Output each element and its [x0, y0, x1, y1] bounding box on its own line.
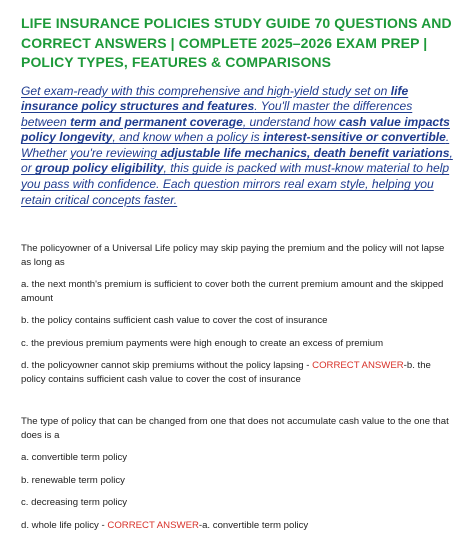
intro-emphasis: life insurance policy structures and features [21, 83, 409, 114]
correct-answer-text: -a. convertible term policy [198, 519, 309, 531]
question-block-2 [21, 415, 456, 532]
answer-option-a: a. convertible term policy [21, 452, 128, 464]
intro-emphasis: group policy eligibility [35, 161, 164, 176]
intro-paragraph [21, 84, 456, 209]
option-text: d. whole life policy - [21, 519, 108, 531]
answer-option-c: c. decreasing term policy [21, 497, 128, 509]
answer-option-b: b. renewable term policy [21, 474, 125, 486]
intro-text: , and know when a policy is [112, 130, 263, 145]
correct-answer-tag: CORRECT ANSWER [312, 360, 404, 372]
answer-option-d [21, 519, 456, 533]
intro-emphasis: interest-sensitive or convertible [263, 130, 446, 145]
intro-emphasis: cash value impacts policy longevity [21, 114, 450, 145]
question-block-1 [21, 242, 456, 386]
document-title: LIFE INSURANCE POLICIES STUDY GUIDE 70 QUESTIONS AND CORRECT ANSWERS | COMPLETE 2025–2026 EXAM PREP | POLICY TYPES, FEATURES & COMPARISONS [21, 15, 452, 70]
answer-option-b: b. the policy contains sufficient cash value to cover the cost of insurance [21, 315, 328, 327]
correct-answer-text: -b. the policy contains sufficient cash value to cover the cost of insurance [21, 360, 431, 385]
intro-text: . Whether you're reviewing [21, 130, 450, 160]
question-stem: The type of policy that can be changed from one that does not accumulate cash value to the one that does is a [21, 416, 449, 441]
intro-emphasis: adjustable life mechanics, death benefit variations [160, 145, 450, 160]
intro-text: , understand how [242, 114, 339, 129]
option-text: d. the policyowner cannot skip premiums without the policy lapsing - [21, 360, 313, 372]
correct-answer-tag: CORRECT ANSWER [107, 519, 199, 531]
intro-text: , this guide is packed with must-know material to help you pass with confidence. Each question mirrors real exam style, helping you retain critical concepts faster. [21, 161, 450, 207]
intro-text: . You'll master the differences between [21, 99, 413, 129]
answer-option-c: c. the previous premium payments were high enough to create an excess of premium [21, 337, 384, 349]
intro-text: Get exam-ready with this comprehensive and high-yield study set on [21, 83, 391, 98]
answer-option-d [21, 359, 456, 386]
answer-option-a: a. the next month's premium is sufficient to cover both the current premium amount and the skipped amount [21, 279, 444, 304]
question-stem: The policyowner of a Universal Life policy may skip paying the premium and the policy will not lapse as long as [21, 243, 445, 268]
intro-text: , or [21, 145, 453, 176]
intro-emphasis: term and permanent coverage [70, 114, 243, 129]
